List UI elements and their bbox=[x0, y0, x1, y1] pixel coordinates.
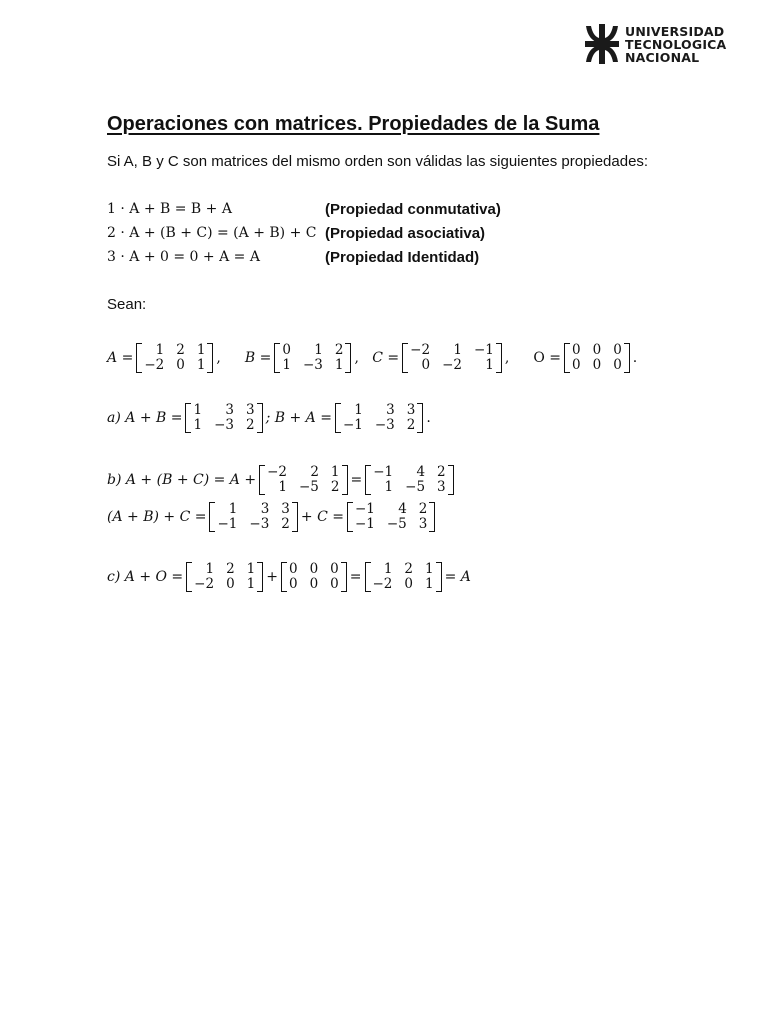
example-b-line-2: (A + B) + C = 1 3 3 −1 −3 2 + C = −1 4 2 −1 −5 3 bbox=[107, 502, 438, 532]
example-a: a) A + B = 1 3 3 1 −3 2 ; B + A = 1 3 3 −1 −3 2 . bbox=[107, 402, 431, 433]
property-label-1: (Propiedad conmutativa) bbox=[325, 201, 501, 218]
property-label-2: (Propiedad asociativa) bbox=[325, 225, 486, 242]
matrix-b-plus-c: −2 2 1 1 −5 2 bbox=[259, 465, 347, 495]
matrix-b: 0 1 2 1 −3 1 bbox=[274, 343, 351, 373]
logo-line-2: TECNOLOGICA bbox=[625, 36, 727, 52]
property-formula-3: 3 · A + 0 = 0 + A = A bbox=[107, 249, 260, 265]
property-formula-2: 2 · A + (B + C) = (A + B) + C bbox=[107, 225, 317, 241]
logo-line-3: NACIONAL bbox=[625, 49, 700, 65]
matrix-b-plus-a: 1 3 3 −1 −3 2 bbox=[335, 403, 423, 433]
university-logo bbox=[585, 24, 726, 64]
matrix-a: 1 2 1 −2 0 1 bbox=[136, 343, 213, 373]
logo-line-1: UNIVERSIDAD bbox=[625, 23, 725, 39]
matrix-result-b2: −1 4 2 −1 −5 3 bbox=[347, 502, 435, 532]
utn-logo-icon bbox=[585, 24, 619, 64]
matrix-result-b1: −1 4 2 1 −5 3 bbox=[365, 465, 453, 495]
matrix-a-c: 1 2 1 −2 0 1 bbox=[186, 562, 263, 592]
matrix-zero-c: 0 0 0 0 0 0 bbox=[281, 562, 347, 592]
matrix-zero: 0 0 0 0 0 0 bbox=[564, 343, 630, 373]
matrix-a-plus-b-2: 1 3 3 −1 −3 2 bbox=[209, 502, 297, 532]
matrix-result-c: 1 2 1 −2 0 1 bbox=[365, 562, 442, 592]
intro-text: Si A, B y C son matrices del mismo orden son válidas las siguientes propiedades: bbox=[107, 153, 649, 170]
sean-label: Sean: bbox=[107, 296, 147, 313]
page-title: Operaciones con matrices. Propiedades de la Suma bbox=[107, 113, 600, 135]
example-c: c) A + O = 1 2 1 −2 0 1 + 0 0 0 0 0 0 = 1 2 1 −2 0 1 = A bbox=[107, 561, 471, 592]
property-label-3: (Propiedad Identidad) bbox=[325, 249, 480, 266]
property-formula-1: 1 · A + B = B + A bbox=[107, 201, 232, 217]
example-b-line-1: b) A + (B + C) = A + −2 2 1 1 −5 2 = −1 4 2 1 −5 3 bbox=[107, 465, 457, 495]
matrix-c: −2 1 −1 0 −2 1 bbox=[402, 343, 502, 373]
matrix-definitions: A = 1 2 1 −2 0 1 , B = 0 1 2 1 −3 1 , C = −2 1 −1 0 −2 1 , O = 0 0 0 0 0 0 . bbox=[107, 342, 638, 373]
matrix-a-plus-b: 1 3 3 1 −3 2 bbox=[185, 403, 262, 433]
